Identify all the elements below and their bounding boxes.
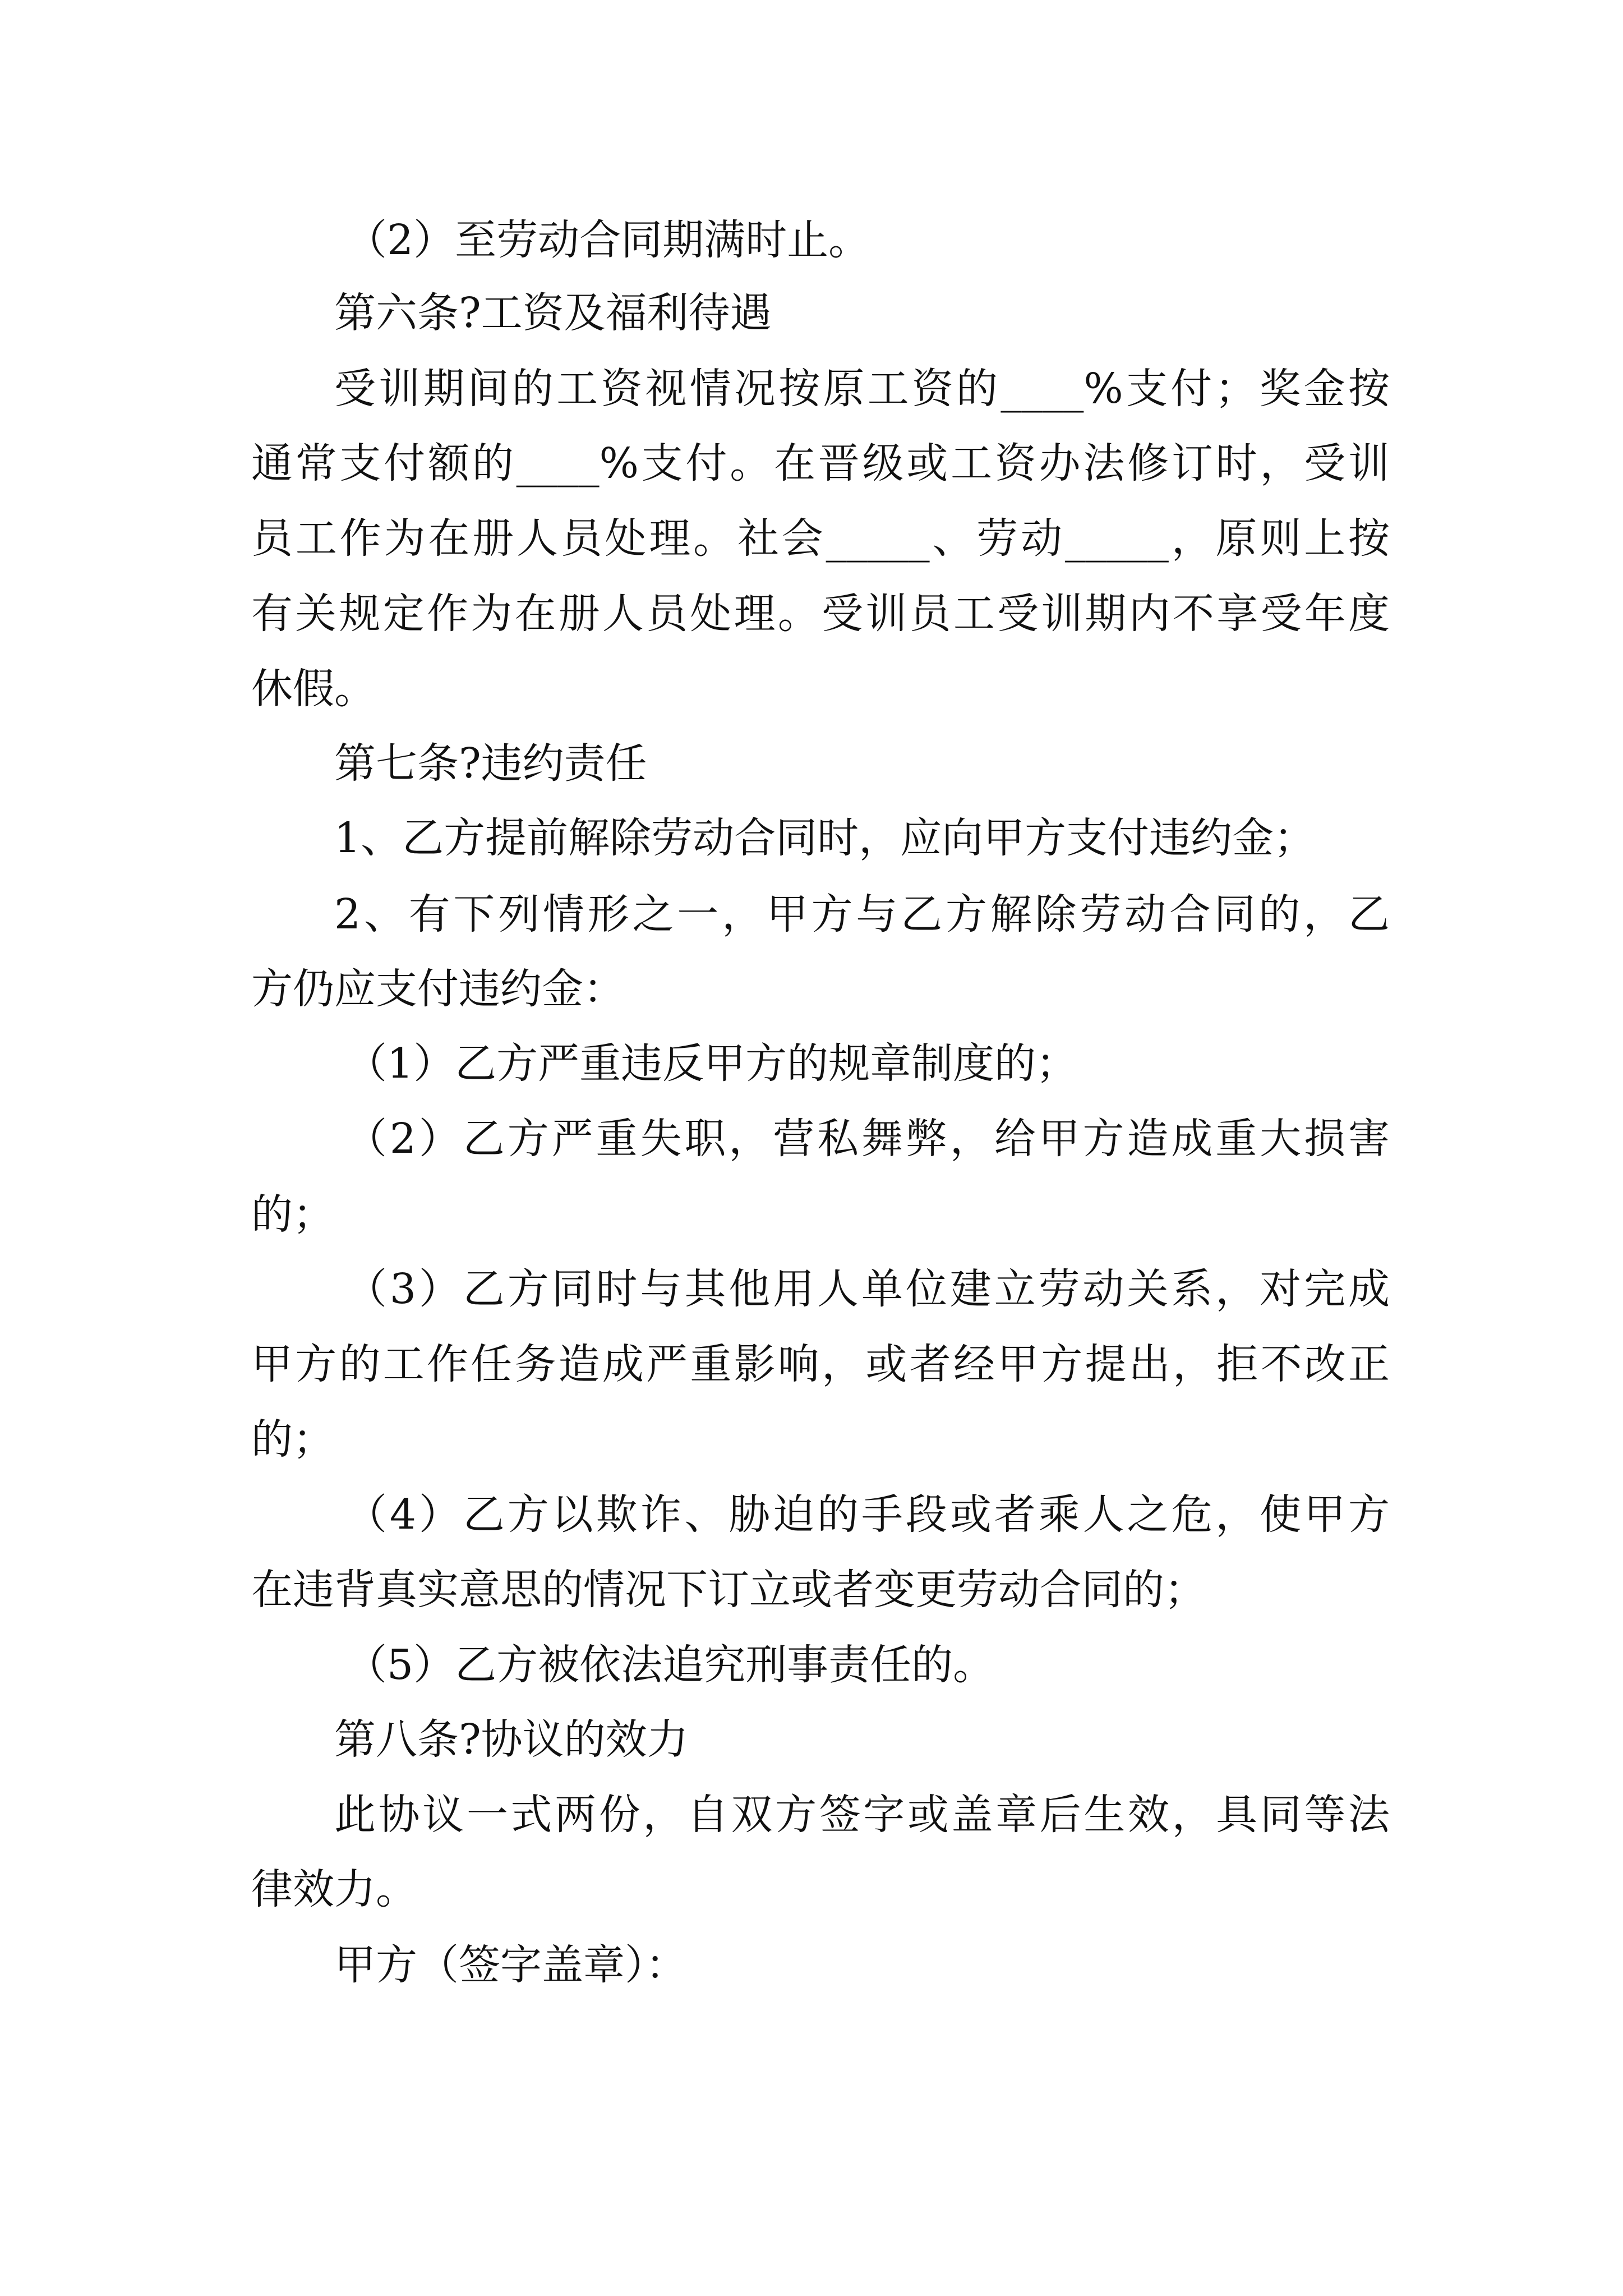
clause-item-2-term-end: （2）至劳动合同期满时止。: [345, 216, 870, 264]
article-6-heading: 第六条?工资及福利待遇: [334, 289, 772, 337]
article-7-subitem-3: 甲方的工作任务造成严重影响，或者经甲方提出，拒不改正: [251, 1340, 1390, 1388]
article-7-subitem-2: 的；: [251, 1190, 334, 1239]
article-6-paragraph-line: 受训期间的工资视情况按原工资的____%支付；奖金按: [334, 365, 1390, 413]
article-8-paragraph-line: 律效力。: [251, 1865, 417, 1913]
article-7-subitem-1: （1）乙方严重违反甲方的规章制度的；: [345, 1039, 1078, 1088]
article-6-paragraph-line: 休假。: [251, 665, 376, 713]
article-6-paragraph-line: 有关规定作为在册人员处理。受训员工受训期内不享受年度: [251, 590, 1390, 638]
article-6-paragraph-line: 通常支付额的____%支付。在晋级或工资办法修订时，受训: [251, 439, 1390, 487]
article-7-subitem-5: （5）乙方被依法追究刑事责任的。: [345, 1641, 995, 1689]
article-7-subitem-4: （4）乙方以欺诈、胁迫的手段或者乘人之危，使甲方: [345, 1490, 1390, 1539]
article-8-paragraph-line: 此协议一式两份，自双方签字或盖章后生效，具同等法: [334, 1791, 1390, 1839]
party-a-signature-label: 甲方（签字盖章）：: [334, 1941, 687, 1989]
article-7-item-2: 方仍应支付违约金：: [251, 965, 625, 1013]
article-7-subitem-4: 在违背真实意思的情况下订立或者变更劳动合同的；: [251, 1566, 1206, 1614]
article-7-subitem-3: （3）乙方同时与其他用人单位建立劳动关系，对完成: [345, 1265, 1390, 1313]
article-7-item-2: 2、有下列情形之一，甲方与乙方解除劳动合同的，乙: [334, 890, 1390, 938]
article-7-subitem-3: 的；: [251, 1415, 334, 1464]
article-7-item-1: 1、乙方提前解除劳动合同时，应向甲方支付违约金；: [334, 814, 1316, 862]
article-7-heading: 第七条?违约责任: [334, 739, 647, 788]
article-8-heading: 第八条?协议的效力: [334, 1715, 689, 1764]
article-7-subitem-2: （2）乙方严重失职，营私舞弊，给甲方造成重大损害: [345, 1115, 1390, 1163]
article-6-paragraph-line: 员工作为在册人员处理。社会_____、劳动_____，原则上按: [251, 514, 1390, 563]
